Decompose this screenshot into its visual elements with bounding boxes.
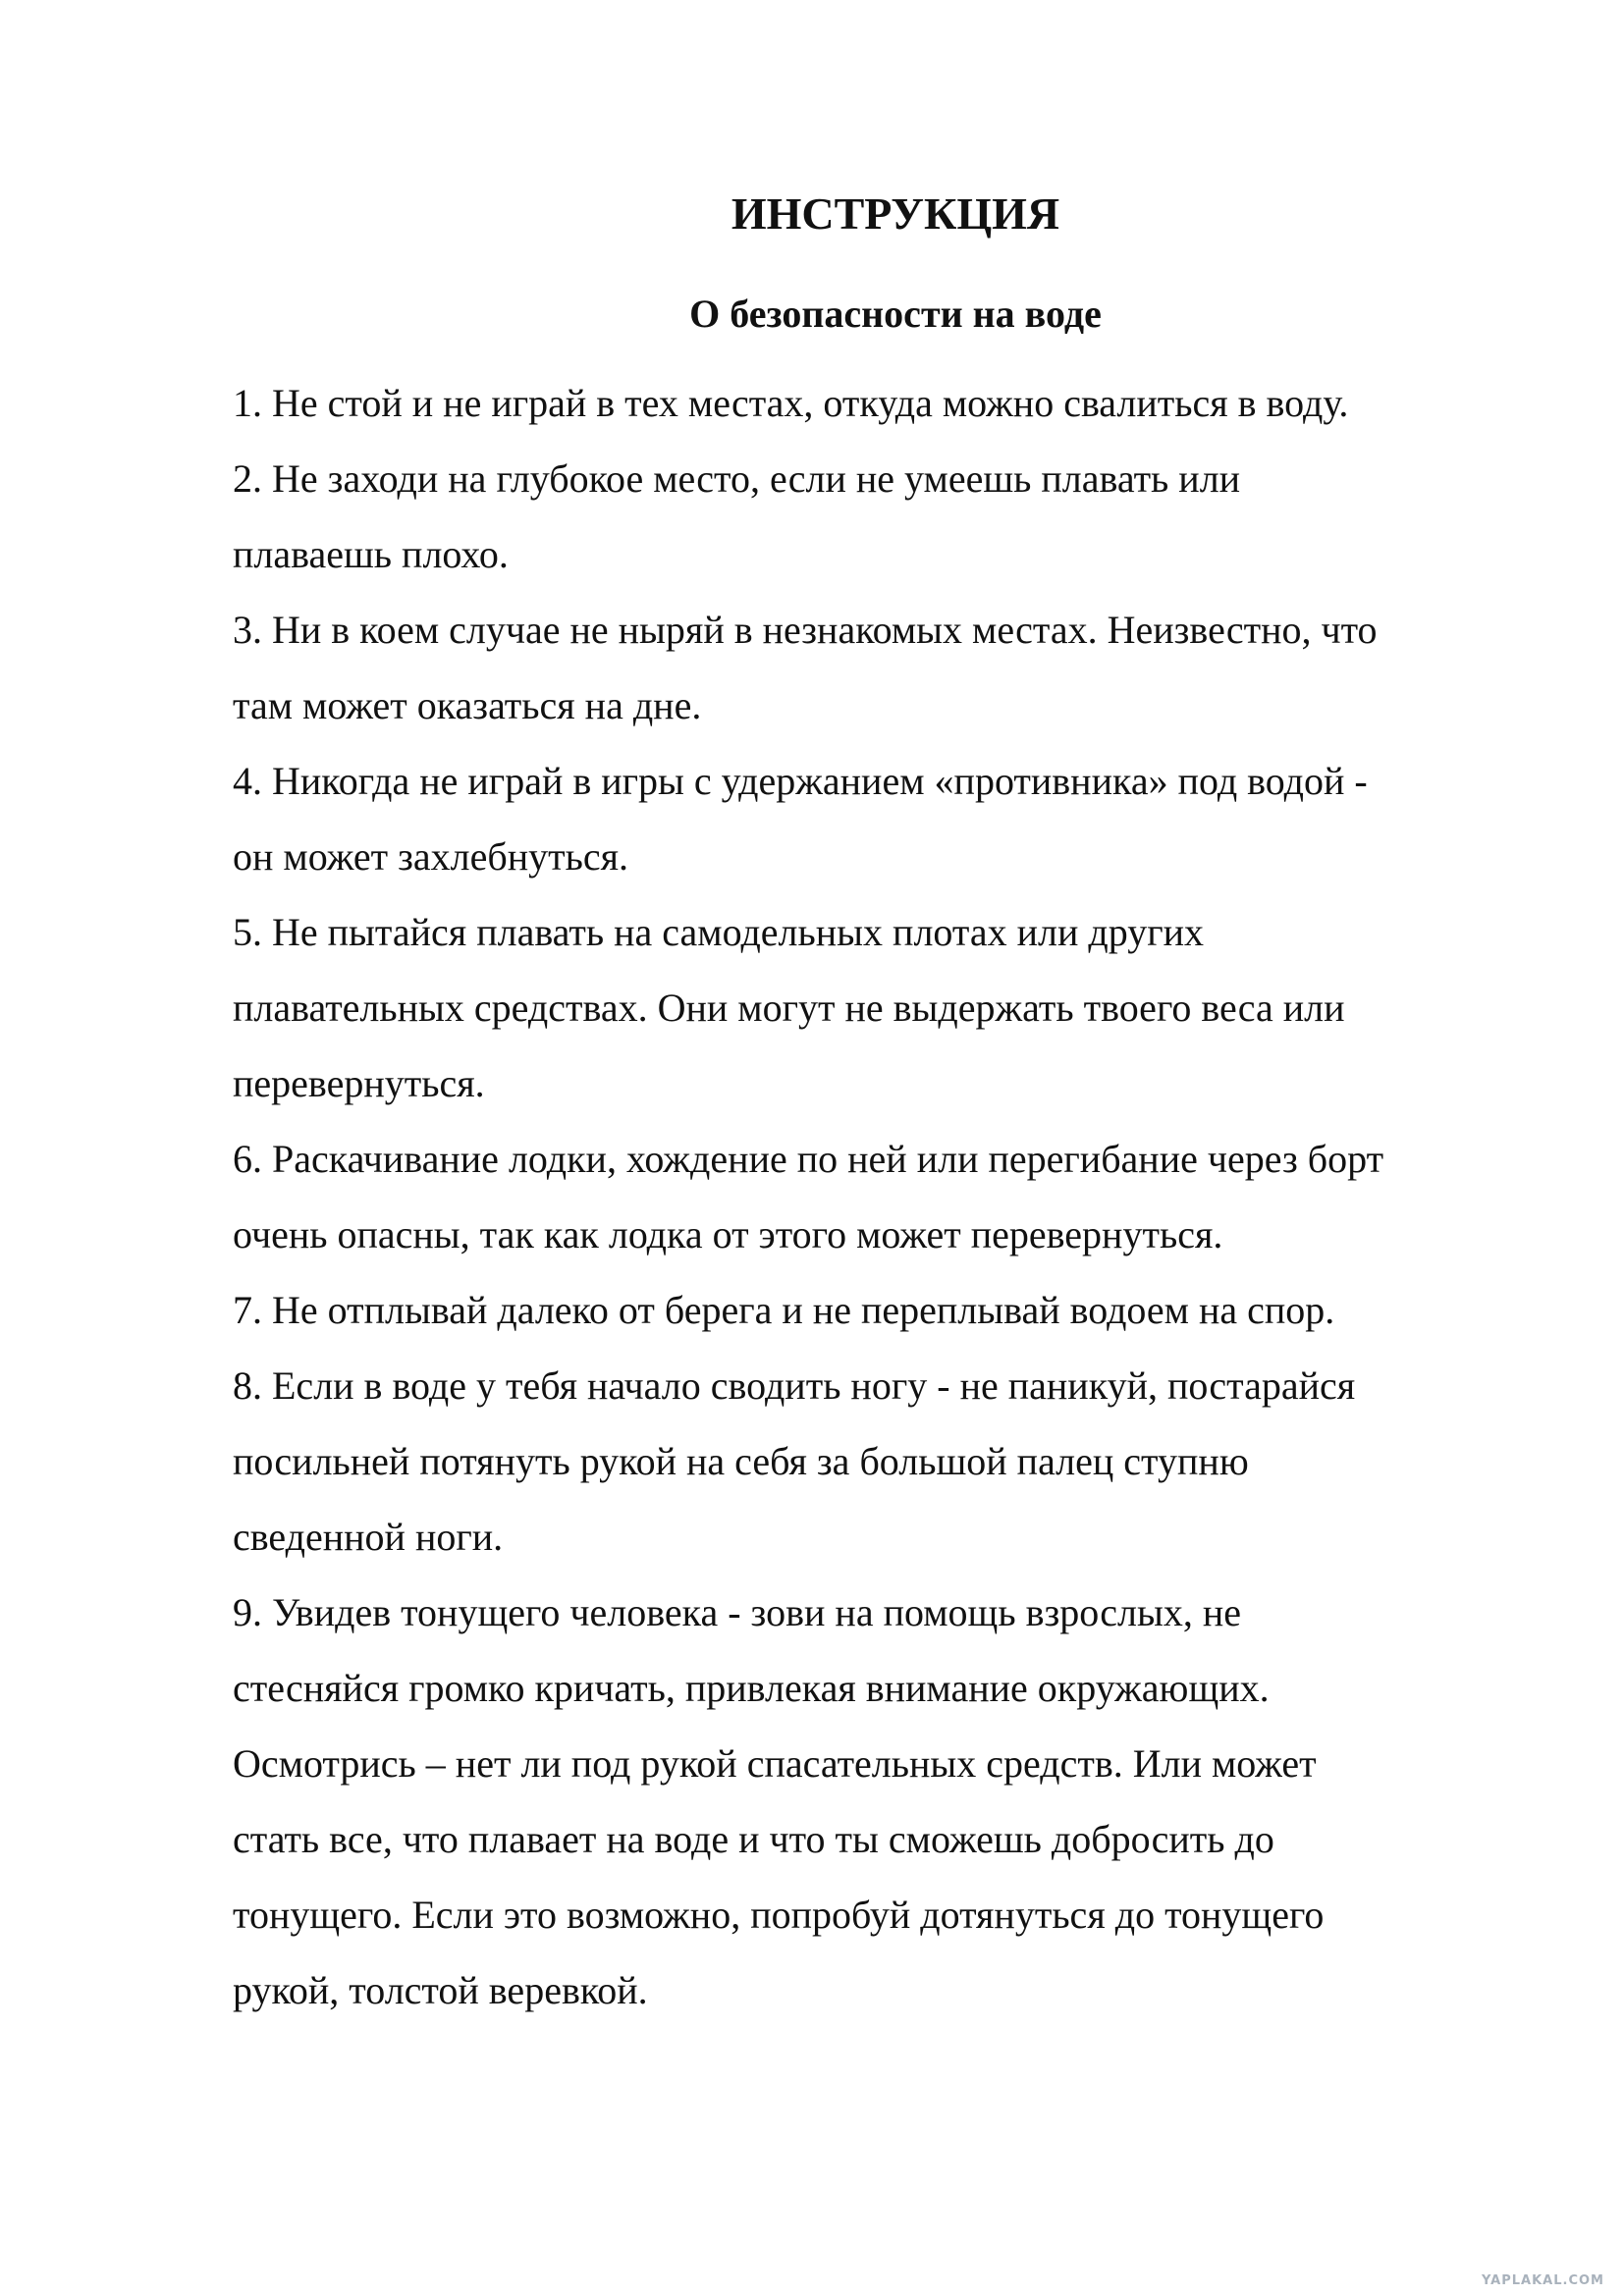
text-line: 8. Если в воде у тебя начало сводить ногу - не паникуй, постарайся — [233, 1363, 1356, 1408]
text-line: плавательных средствах. Они могут не выдержать твоего веса или — [233, 986, 1345, 1030]
text-line: посильней потянуть рукой на себя за большой палец ступню — [233, 1439, 1249, 1483]
text-line: плаваешь плохо. — [233, 532, 509, 576]
text-line: сведенной ноги. — [233, 1515, 504, 1559]
text-line: 6. Раскачивание лодки, хождение по ней или перегибание через борт — [233, 1137, 1384, 1181]
text-line: 1. Не стой и не играй в тех местах, откуда можно свалиться в воду. — [233, 381, 1349, 425]
text-line: очень опасны, так как лодка от этого может перевернуться. — [233, 1212, 1223, 1256]
watermark: YAPLAKAL.COM — [1482, 2273, 1604, 2288]
text-line: 5. Не пытайся плавать на самодельных плотах или других — [233, 910, 1205, 954]
text-line: рукой, толстой веревкой. — [233, 1968, 648, 2012]
text-line: 3. Ни в коем случае не ныряй в незнакомых местах. Неизвестно, что — [233, 608, 1378, 652]
text-line: 7. Не отплывай далеко от берега и не переплывай водоем на спор. — [233, 1288, 1335, 1332]
instruction-body — [233, 365, 1539, 2028]
text-line: там может оказаться на дне. — [233, 683, 702, 727]
text-line: он может захлебнуться. — [233, 834, 628, 879]
text-line: тонущего. Если это возможно, попробуй дотянуться до тонущего — [233, 1893, 1325, 1937]
document-title: ИНСТРУКЦИЯ — [731, 188, 1060, 239]
text-line: перевернуться. — [233, 1061, 485, 1105]
text-line: 2. Не заходи на глубокое место, если не умеешь плавать или — [233, 456, 1241, 501]
text-line: стать все, что плавает на воде и что ты сможешь добросить до — [233, 1817, 1274, 1861]
text-line: Осмотрись – нет ли под рукой спасательных средств. Или может — [233, 1741, 1317, 1786]
document-subtitle: О безопасности на воде — [689, 292, 1102, 336]
text-line: 9. Увидев тонущего человека - зови на помощь взрослых, не — [233, 1590, 1242, 1634]
text-line: стесняйся громко кричать, привлекая внимание окружающих. — [233, 1666, 1270, 1710]
text-line: 4. Никогда не играй в игры с удержанием «противника» под водой - — [233, 759, 1368, 803]
